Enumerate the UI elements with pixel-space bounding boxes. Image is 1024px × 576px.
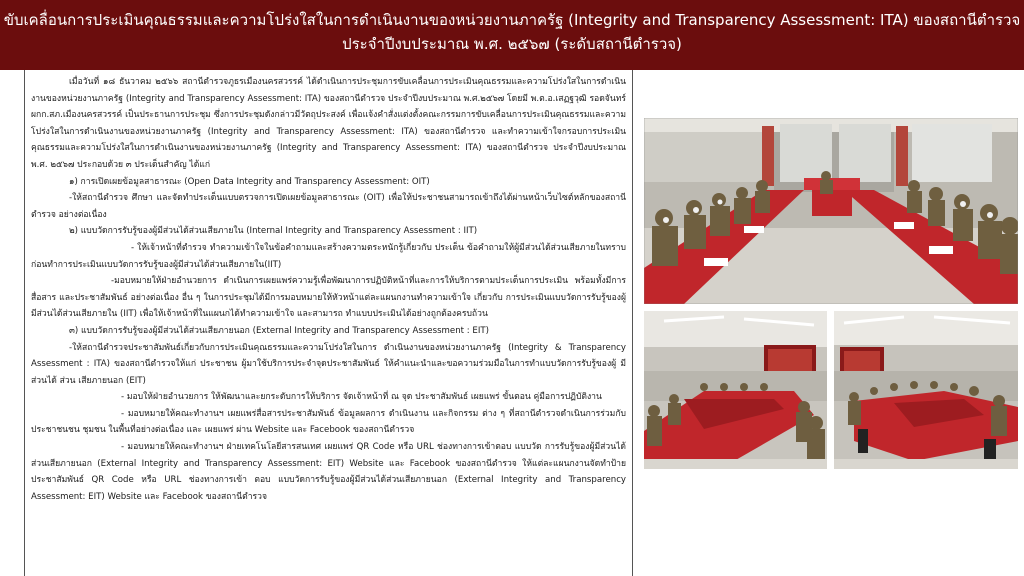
page-title-line-1: ขับเคลื่อนการประเมินคุณธรรมและความโปร่งใสในการดำเนินงานของหน่วยงานภาครัฐ (Integrity and Transparency Assessment: ITA) ของสถานีตำรวจ xyxy=(3,11,1021,29)
meeting-photo-main xyxy=(644,118,1018,304)
item-3-heading: ๓) แบบวัดการรับรู้ของผู้มีส่วนได้ส่วนเสียภายนอก (External Integrity and Transparency Assessment : EIT) xyxy=(69,325,489,336)
item-2-heading: ๒) แบบวัดการรับรู้ของผู้มีส่วนได้ส่วนเสียภายใน (Internal Integrity and Transparency Assessment : IIT) xyxy=(69,226,478,237)
item-3-detail: -ให้สถานีตำรวจประชาสัมพันธ์เกี่ยวกับการประเมินคุณธรรมและความโปร่งใสในการ ดำเนินงานของหน่วยงานภาครัฐ (Integrity & Transparency Assessment : ITA) ของสถานีตำรวจให้แก่ ประชาชน ผู้มาใช้บริการประจำจุดประชาสัมพันธ์ ให้คำแนะนำและขอความร่วมมือในการทำแบบวัดการรับรู้ของผู้ มีส่วนได้ ส่วน เสียภายนอก (EIT) xyxy=(31,342,626,386)
meeting-photo-right xyxy=(834,311,1018,469)
item-1-detail: -ให้สถานีตำรวจ ศึกษา และจัดทำประเด็นแบบตรวจการเปิดเผยข้อมูลสาธารณะ (OIT) เพื่อให้ประชาชนสามารถเข้าถึงได้ผ่านหน้าเว็บไซต์หลักของสถานีตำรวจ อย่างต่อเนื่อง xyxy=(31,193,626,220)
article-text xyxy=(24,70,633,576)
assignment-3: - มอบหมายให้คณะทำงานฯ ฝ่ายเทคโนโลยีสารสนเทศ เผยแพร่ QR Code หรือ URL ช่องทางการเข้าตอบ แบบวัด การรับรู้ของผู้มีส่วนได้ส่วนเสียภายนอก (External Integrity and Transparency Assessment: EIT) Website และ Facebook ของสถานีตำรวจ ให้แต่ละแผนกงานจัดทำป้ายประชาสัมพันธ์ QR Code หรือ URL ช่องทางการเข้า ตอบ แบบวัดการรับรู้ของผู้มีส่วนได้ส่วนเสียภายนอก (External Integrity and Transparency Assessment: EIT) Website และ Facebook ของสถานีตำรวจ xyxy=(31,442,626,502)
header-banner xyxy=(0,0,1024,70)
item-1-heading: ๑) การเปิดเผยข้อมูลสาธารณะ (Open Data Integrity and Transparency Assessment: OIT) xyxy=(69,176,430,187)
meeting-photo-left xyxy=(644,311,827,469)
page-title-line-2: ประจำปีงบประมาณ พ.ศ. ๒๕๖๗ (ระดับสถานีตำรวจ) xyxy=(342,35,682,53)
item-2-detail-a: - ให้เจ้าหน้าที่ตำรวจ ทำความเข้าใจในข้อคำถามและสร้างความตระหนักรู้เกี่ยวกับ ประเด็น ข้อคำถามให้ผู้มีส่วนได้ส่วนเสียภายในทราบก่อนทำการประเมินแบบวัดการรับรู้ของผู้มีส่วนได้ส่วนเสียภายใน(IIT) xyxy=(31,242,626,270)
paragraph-intro: เมื่อวันที่ ๑๘ ธันวาคม ๒๕๖๖ สถานีตำรวจภูธรเมืองนครสวรรค์ ได้ดำเนินการประชุมการขับเคลื่อนการประเมินคุณธรรมและความโปร่งใสในการดำเนินงานของหน่วยงานภาครัฐ (Integrity and Transparency Assessment: ITA) ของสถานีตำรวจ ประจำปีงบประมาณ พ.ศ.๒๕๖๗ โดยมี พ.ต.อ.เสฏฐวุฒิ รอดจันทร์ ผกก.สภ.เมืองนครสวรรค์ เป็นประธานการประชุม ซึ่งการประชุมดังกล่าวมีวัตถุประสงค์ เพื่อแจ้งคำสั่งแต่งตั้งคณะกรรมการขับเคลื่อนการประเมินคุณธรรมและความโปร่งใสในการดำเนินงานของหน่วยงานภาครัฐ (Integrity and Transparency Assessment: ITA) ของสถานีตำรวจ และทำความเข้าใจกรอบการประเมินคุณธรรมและความโปร่งใสในการดำเนินงานของหน่วยงานภาครัฐ (Integrity and Transparency Assessment: ITA) ของสถานีตำรวจ ประจำปีงบประมาณ พ.ศ. ๒๕๖๗ ประกอบด้วย ๓ ประเด็นสำคัญ ได้แก่ xyxy=(31,77,626,170)
assignment-1: - มอบให้ฝ่ายอำนวยการ ให้พัฒนาและยกระดับการให้บริการ จัดเจ้าหน้าที่ ณ จุด ประชาสัมพันธ์ เผยแพร่ ขั้นตอน คู่มือการปฏิบัติงาน xyxy=(121,392,602,403)
item-2-detail-b: -มอบหมายให้ฝ่ายอำนวยการ ดำเนินการเผยแพร่ความรู้เพื่อพัฒนาการปฏิบัติหน้าที่และการให้บริการตามประเด็นการประเมิน พร้อมทั้งมีการสื่อสาร และประชาสัมพันธ์ อย่างต่อเนื่อง อื่น ๆ ในการประชุมได้มีการมอบหมายให้หัวหน้าแต่ละแผนกงานทำความเข้าใจ เกี่ยวกับ การประเมินแบบวัดการรับรู้ของผู้มีส่วนได้ส่วนเสียภายใน (IIT) เพื่อให้เจ้าหน้าที่ในแผนกได้ทำความเข้าใจ และสามารถ ทำแบบประเมินได้อย่างถูกต้องครบถ้วน xyxy=(31,276,626,320)
assignment-2: - มอบหมายให้คณะทำงานฯ เผยแพร่สื่อสารประชาสัมพันธ์ ข้อมูลผลการ ดำเนินงาน และกิจกรรม ต่าง ๆ ที่สถานีตำรวจดำเนินการร่วมกับประชาชนชน ชุมชน ในพื้นที่อย่างต่อเนื่อง และ เผยแพร่ ผ่าน Website และ Facebook ของสถานีตำรวจ xyxy=(31,408,626,436)
